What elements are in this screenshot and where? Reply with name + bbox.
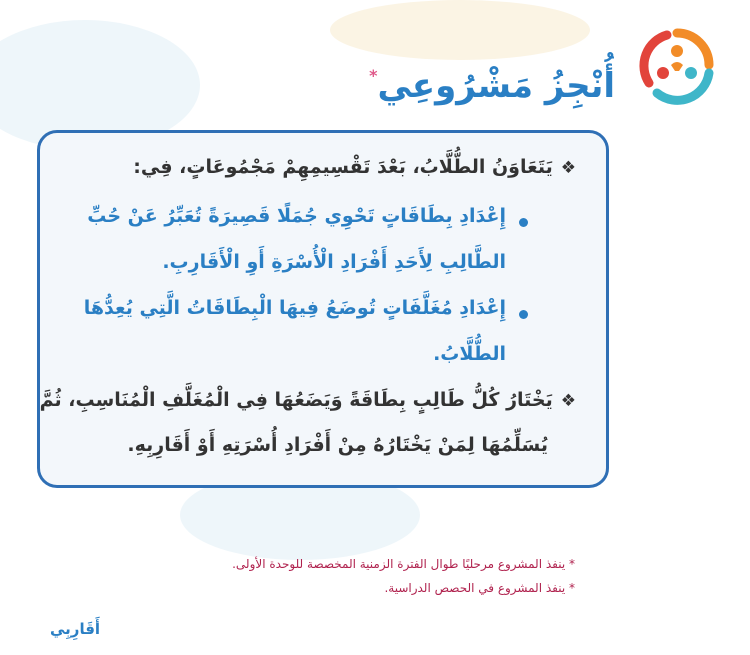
title-marker: * [369,66,378,85]
people-circle-icon [637,25,717,115]
project-panel [37,130,609,488]
note-2: * ينفذ المشروع في الحصص الدراسية. [384,581,575,595]
item2-line1 [40,389,576,411]
sub1-line2: الطَّالِبِ لِأَحَدِ أَفْرَادِ الْأُسْرَةِ أَوِ الْأَقَارِبِ. [162,251,506,273]
item1-lead [133,156,576,178]
diamond-bullet-icon: ❖ [560,158,576,178]
item2-text: يَخْتَارُ كُلُّ طَالِبٍ بِطَاقَةً وَيَضَعُهَا فِي الْمُغَلَّفِ الْمُنَاسِبِ، ثُمَّ [39,389,553,411]
bullet-dot-icon [519,218,528,227]
sub1-line1: إِعْدَادِ بِطَاقَاتٍ تَحْوِي جُمَلًا قَصِيرَةً تُعَبِّرُ عَنْ حُبِّ [87,205,506,227]
sub2-line2: الطُّلَّابُ. [433,343,506,365]
item1-text: يَتَعَاوَنُ الطُّلَّابُ، بَعْدَ تَقْسِيمِهِمْ مَجْمُوعَاتٍ، فِي: [133,156,553,178]
footer-unit-title: أَقَارِبِي [50,620,101,638]
diamond-bullet-icon: ❖ [560,391,576,411]
note-1: * ينفذ المشروع مرحليًا طوال الفترة الزمنية المخصصة للوحدة الأولى. [232,557,575,571]
title-text: أُنْجِزُ مَشْرُوعِي [377,66,615,106]
page-title [365,66,615,106]
watermark-blob [330,0,590,60]
sub2-line1: إِعْدَادِ مُغَلَّفَاتٍ تُوضَعُ فِيهَا الْبِطَاقَاتُ الَّتِي يُعِدُّهَا [83,297,506,319]
bullet-dot-icon [519,310,528,319]
item2-line2: يُسَلِّمُهَا لِمَنْ يَخْتَارُهُ مِنْ أَفْرَادِ أُسْرَتِهِ أَوْ أَقَارِبِهِ. [127,434,548,456]
